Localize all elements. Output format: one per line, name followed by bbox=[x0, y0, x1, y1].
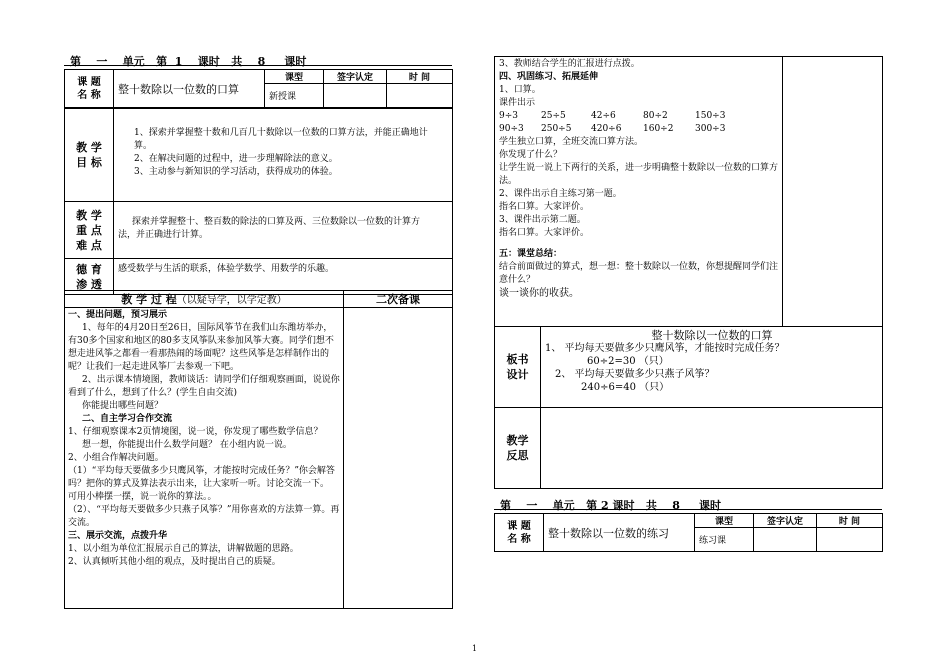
title-underline bbox=[64, 65, 452, 66]
right-process-content: 3、教师结合学生的汇报进行点拨。 四、巩固练习、拓展延伸 1、口算。 课件出示 9÷3 25÷5 42÷6 80÷2 150÷3 90÷3 250÷5 420÷6 160÷2 300÷3 学生独立口算，全班交流口算方法。 你发现了什么？ 让学生说一说上下两行的关系，进一步明确整十数除以一位数的口算方法。 2、课件出示自主练习第一题。 指名口算。大家评价。 3、课件出示第二题。 指名口算。大家评价。 五：课堂总结： 结合前面做过的算式，想一想：整十数除以一位数，你想提醒同学们注意什么？ 谈一谈你的收获。 bbox=[495, 57, 783, 327]
process-header: 教 学 过 程（以疑导学，以学定教） bbox=[65, 291, 344, 308]
board-table bbox=[494, 326, 883, 489]
page-number: 1 bbox=[472, 644, 478, 653]
next-course-name-value: 整十数除以一位数的练习 bbox=[544, 514, 695, 552]
reflect-content bbox=[541, 408, 883, 489]
time-label: 时 间 bbox=[387, 70, 453, 84]
sign-value bbox=[324, 84, 387, 108]
calc-row-1: 9÷3 25÷5 42÷6 80÷2 150÷3 bbox=[499, 111, 726, 121]
lesson-header-table bbox=[64, 69, 453, 108]
calc-row-2: 90÷3 250÷5 420÷6 160÷2 300÷3 bbox=[499, 124, 726, 134]
goals-content: 1、探索并掌握整十数和几百几十数除以一位数的口算方法，并能正确地计 算。 2、在解决问题的过程中，进一步理解除法的意义。 3、主动参与新知识的学习活动，获得成功的体验。 bbox=[114, 109, 453, 202]
course-name-value: 整十数除以一位数的口算 bbox=[114, 70, 265, 108]
course-name-label: 课 题 名 称 bbox=[65, 70, 114, 108]
right-process-table bbox=[494, 56, 883, 327]
next-course-name-label: 课 题 名 称 bbox=[495, 514, 544, 552]
keypoints-label: 教 学 重 点 难 点 bbox=[65, 202, 114, 259]
board-content: 整十数除以一位数的口算 1、 平均每天要做多少只鹰风筝，才能按时完成任务？ 60÷2=30 （只） 2、 平均每天要做多少只燕子风筝？ 240÷6=40 （只） bbox=[541, 327, 883, 408]
lesson-info-table bbox=[64, 108, 453, 295]
next-type-label: 课型 bbox=[695, 514, 754, 528]
reflect-label: 教学 反思 bbox=[495, 408, 541, 489]
moral-label: 德 育 渗 透 bbox=[65, 259, 114, 295]
next-type-value: 练习课 bbox=[695, 528, 754, 552]
next-lesson-title: 第 一 单元 第 2 课时 共 8 课时 bbox=[500, 499, 722, 512]
process-table bbox=[64, 290, 453, 609]
next-time-value bbox=[817, 528, 883, 552]
next-header-table bbox=[494, 513, 883, 552]
time-value bbox=[387, 84, 453, 108]
next-sign-value bbox=[754, 528, 817, 552]
type-label: 课型 bbox=[265, 70, 324, 84]
next-time-label: 时 间 bbox=[817, 514, 883, 528]
lesson-title: 第 一 单元 第 1 课时 共 8 课时 bbox=[70, 55, 307, 68]
next-sign-label: 签字认定 bbox=[754, 514, 817, 528]
second-prep-header: 二次备课 bbox=[344, 291, 453, 308]
type-value: 新授课 bbox=[265, 84, 324, 108]
goals-label: 教 学 目 标 bbox=[65, 109, 114, 202]
board-label: 板书 设计 bbox=[495, 327, 541, 408]
keypoints-content: 探索并掌握整十、整百数的除法的口算及两、三位数除以一位数的计算方 法，并正确进行计算。 bbox=[114, 202, 453, 259]
second-prep-content bbox=[344, 308, 453, 609]
process-content: 一、提出问题，预习展示 1、每年的4月20日至26日，国际风筝节在我们山东潍坊举办，有30多个国家和地区的80多支风筝队来参加风筝大赛。同学们想不想走进风筝之都看一看那热闹的场面呢？这些风筝是怎样制作出的呢？让我们一起走进风筝厂去参观一下吧。 2、出示课本情境图，教师谈话：请同学们仔细观察画面，说说你看到了什么，想到了什么？(学生自由交流) 你能提出哪些问题？ 二、自主学习合作交流 1、仔细观察课本2页情境图，说一说，你发现了哪些数学信息？ 想一想，你能提出什么数学问题？ 在小组内说一说。 2、小组合作解决问题。 （1）“平均每天要做多少只鹰风筝，才能按时完成任务？”你会解答吗？把你的算式及算法表示出来，让大家听一听。讨论交流一下。 可用小棒摆一摆，说一说你的算法。。 （2）、“平均每天要做多少只燕子风筝？”用你喜欢的方法算一算。再交流。 三、展示交流，点拨升华 1、以小组为单位汇报展示自己的算法，讲解做题的思路。 2、认真倾听其他小组的观点，及时提出自己的质疑。 bbox=[65, 308, 344, 609]
next-title-underline bbox=[494, 509, 882, 510]
right-second-prep bbox=[783, 57, 883, 327]
sign-label: 签字认定 bbox=[324, 70, 387, 84]
moral-content: 感受数学与生活的联系，体验学数学、用数学的乐趣。 bbox=[114, 259, 453, 295]
